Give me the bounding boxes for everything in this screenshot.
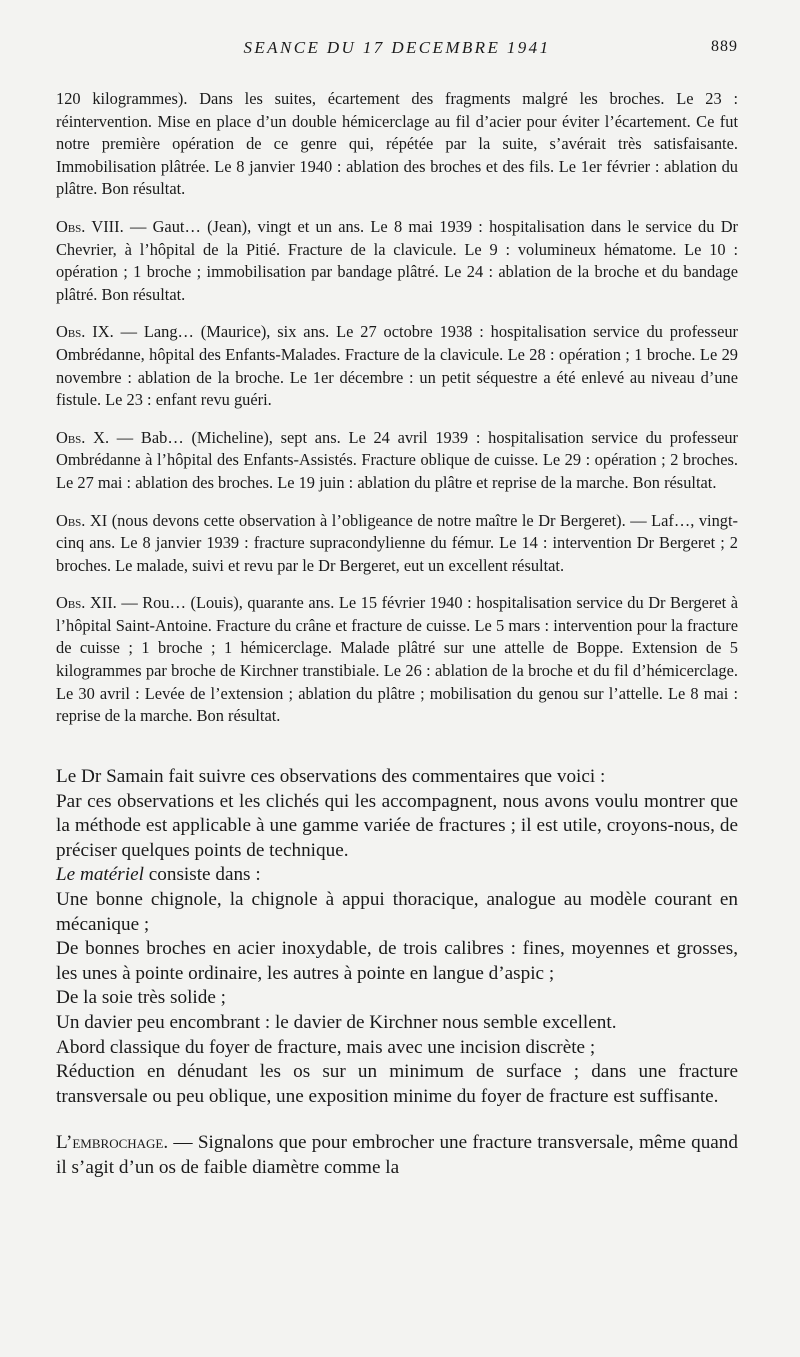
embrochage-paragraph [56,1131,738,1180]
running-title: SEANCE DU 17 DECEMBRE 1941 [243,38,551,57]
list-item-chignole: Une bonne chignole, la chignole à appui thoracique, analogue au modèle courant en mécanique ; [56,888,738,935]
observation-9 [56,321,738,411]
observation-text: (nous devons cette observation à l’obligeance de notre maître le Dr Bergeret). — Laf…, vingt-cinq ans. Le 8 janvier 1939 : fracture supracondylienne du fémur. Le 14 : intervention Dr Bergeret ; 2 broches. Le malade, suivi et revu par le Dr Bergeret, eut un excellent résultat. [56,510,738,575]
list-item-davier: Un davier peu encombrant : le davier de Kirchner nous semble excellent. [56,1011,617,1033]
observation-10 [56,427,738,495]
commentary-paragraph: Par ces observations et les clichés qui les accompagnent, nous avons voulu montrer que la méthode est applicable à une gamme variée de fractures ; il est utile, croyons-nous, de préciser quelques points de technique. [56,790,738,861]
list-item-soie: De la soie très solide ; [56,987,226,1009]
observation-text: — Bab… (Micheline), sept ans. Le 24 avril 1939 : hospitalisation service du professeur Ombrédanne à l’hôpital des Enfants-Assistés. Fracture oblique de cuisse. Le 29 : opération ; 2 broches. Le 27 mai : ablation des broches. Le 19 juin : ablation du plâtre et reprise de la marche. Bon résultat. [56,427,738,492]
embrochage-label: L’embrochage. [56,1132,169,1154]
materiel-text: consiste dans : [143,864,261,886]
paragraph-continued: 120 kilogrammes). Dans les suites, écartement des fragments malgré les broches. Le 23 : réintervention. Mise en place d’un double hémicerclage au fil d’acier pour éviter l’écartement. Ce fut notre première opération de ce genre qui, répétée par la suite, s’avérait très satisfaisante. Immobilisation plâtrée. Le 8 janvier 1940 : ablation des broches et des fils. Le 1er février : ablation du plâtre. Bon résultat. [56,89,738,199]
observation-text: — Gaut… (Jean), vingt et un ans. Le 8 mai 1939 : hospitalisation dans le service du Dr Chevrier, à l’hôpital de la Pitié. Fracture de la clavicule. Le 9 : volumineux hématome. Le 10 : opération ; 1 broche ; immobilisation par bandage plâtré. Le 24 : ablation de la broche et du bandage plâtré. Bon résultat. [56,216,738,304]
list-item-broches: De bonnes broches en acier inoxydable, de trois calibres : fines, moyennes et grosses, les unes à pointe ordinaire, les autres à pointe en langue d’aspic ; [56,938,738,984]
commentary-intro: Le Dr Samain fait suivre ces observations des commentaires que voici : [56,766,606,787]
abord-paragraph: Abord classique du foyer de fracture, mais avec une incision discrète ; [56,1036,596,1058]
observation-12 [56,592,738,728]
observation-text: — Rou… (Louis), quarante ans. Le 15 février 1940 : hospitalisation service du Dr Bergeret à l’hôpital Saint-Antoine. Fracture du crâne et fracture de cuisse. Le 5 mars : intervention pour la fracture de cuisse ; 1 broche ; 1 hémicerclage. Malade plâtré sur une attelle de Boppe. Extension de 5 kilogrammes par broche de Kirchner transtibiale. Le 26 : ablation de la broche et du fil d’hémicerclage. Le 30 avril : Levée de l’extension ; ablation du plâtre ; mobilisation du genou sur l’attelle. Le 8 mai : reprise de la marche. Bon résultat. [56,593,738,726]
embrochage-text: — Signalons que pour embrocher une fracture transversale, même quand il s’agit d’un os de faible diamètre comme la [56,1132,738,1178]
observations-section [56,88,738,743]
observation-text: — Lang… (Maurice), six ans. Le 27 octobre 1938 : hospitalisation service du professeur Ombrédanne, hôpital des Enfants-Malades. Fracture de la clavicule. Le 28 : opération ; 1 broche. Le 29 novembre : ablation de la broche. Le 1er décembre : un petit séquestre a été enlevé au niveau d’une fistule. Le 23 : enfant revu guéri. [56,322,738,410]
page-number: 889 [711,38,738,55]
page-header [56,38,738,62]
materiel-label: Le matériel [56,864,144,886]
observation-11 [56,510,738,578]
observation-label: Obs. VIII. [56,216,124,236]
observation-label: Obs. XI [56,510,108,530]
reduction-paragraph: Réduction en dénudant les os sur un minimum de surface ; dans une fracture transversale ou peu oblique, une exposition minime du foyer de fracture est suffisante. [56,1061,738,1107]
commentary-section [56,765,738,1181]
materiel-paragraph [56,863,738,888]
observation-label: Obs. X. [56,427,110,447]
observation-label: Obs. IX. [56,322,114,342]
observation-8 [56,216,738,306]
observation-label: Obs. XII. [56,593,117,613]
